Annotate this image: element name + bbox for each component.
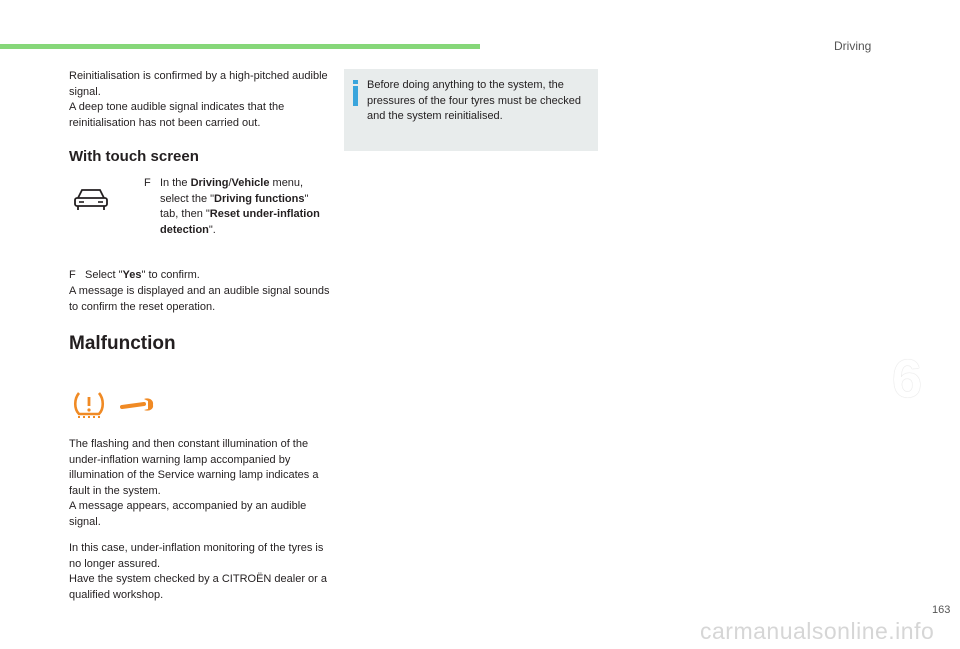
car-icon — [72, 186, 110, 212]
chapter-number: 6 — [892, 349, 923, 409]
note-box — [344, 69, 598, 151]
intro-deep-tone-text: A deep tone audible signal indicates that the reinitialisation has not been carried out. — [69, 101, 285, 129]
wrench-icon — [120, 396, 156, 414]
touch-step-1: F In the Driving/Vehicle menu, select the "Driving functions" tab, then "Reset under-inflation detection". — [144, 177, 320, 236]
malfunction-monitoring-text: In this case, under-inflation monitoring of the tyres is no longer assured. — [69, 542, 324, 570]
touch-message-text: A message is displayed and an audible signal sounds to confirm the reset operation. — [69, 285, 330, 313]
malfunction-heading: Malfunction — [69, 333, 176, 354]
tyre-pressure-warning-icon — [72, 390, 106, 420]
touch-screen-heading: With touch screen — [69, 148, 199, 165]
malfunction-dealer-text: Have the system checked by a CITROËN dealer or a qualified workshop. — [69, 573, 327, 601]
intro-confirm-text: Reinitialisation is confirmed by a high-pitched audible signal. — [69, 70, 328, 98]
bullet-marker: F — [144, 177, 151, 189]
page-number: 163 — [932, 604, 951, 616]
malfunction-message-text: A message appears, accompanied by an audible signal. — [69, 500, 307, 528]
info-icon — [353, 80, 358, 106]
section-title: Driving — [834, 39, 872, 53]
note-text: Before doing anything to the system, the pressures of the four tyres must be checked and the system reinitialised. — [367, 79, 581, 122]
section-color-bar — [0, 44, 480, 49]
bullet-marker: F — [69, 269, 76, 281]
touch-step-2: F Select "Yes" to confirm. — [69, 268, 331, 284]
malfunction-fault-text: The flashing and then constant illumination of the under-inflation warning lamp accompanied by illumination of the Service warning lamp indicates a fault in the system. — [69, 438, 319, 497]
site-watermark: carmanualsonline.info — [700, 618, 935, 644]
